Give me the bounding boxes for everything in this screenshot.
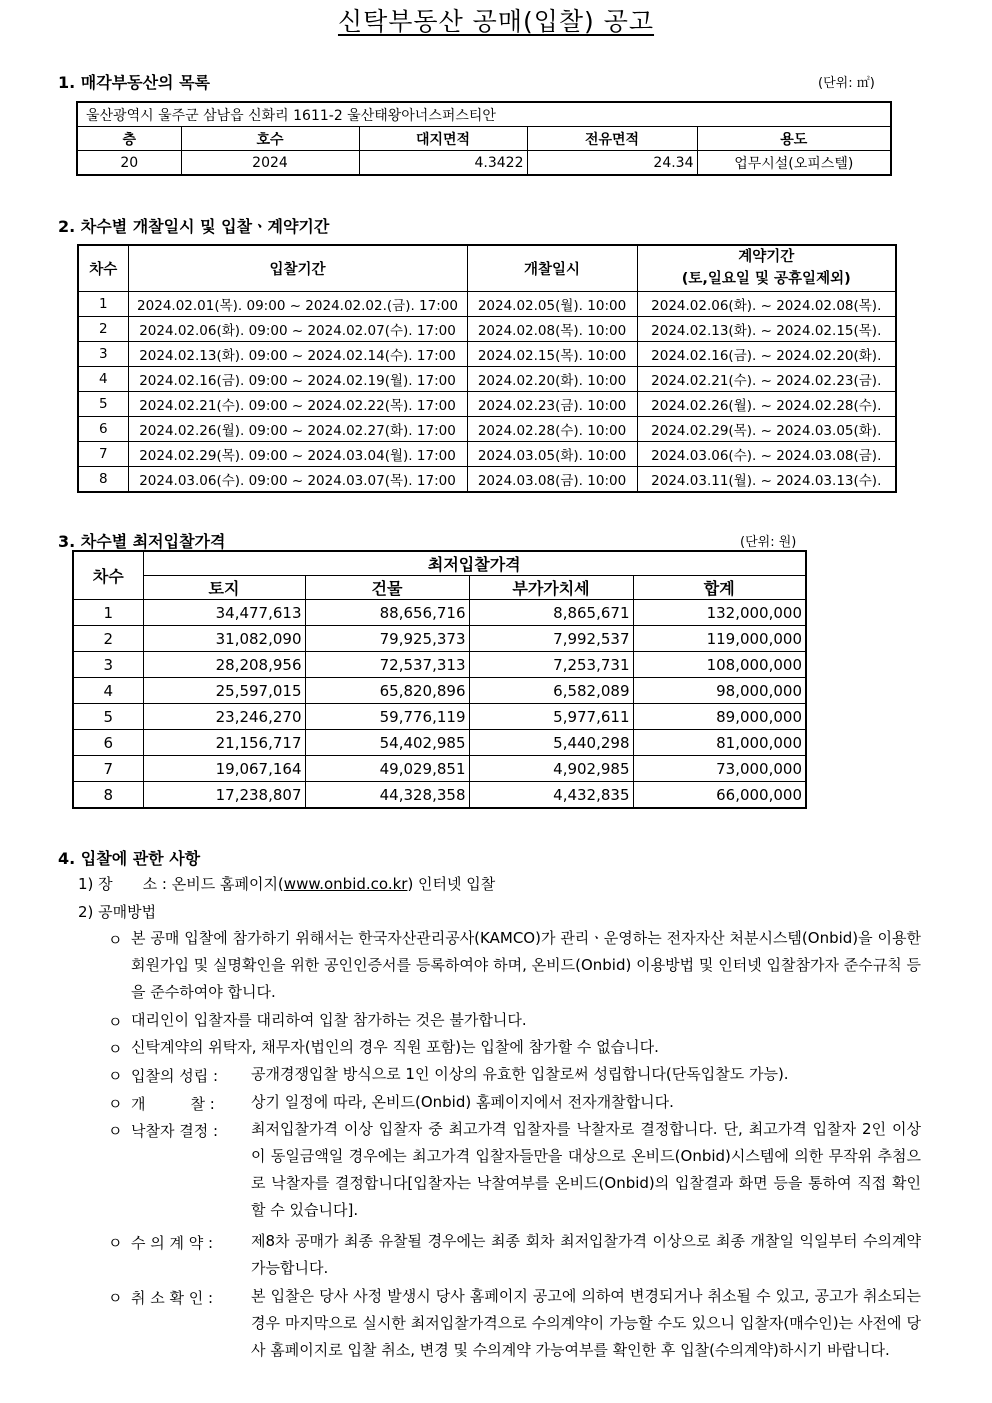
vat-cell: 8,865,671 [469, 600, 633, 626]
header-round: 차수 [73, 551, 143, 600]
onbid-link[interactable]: www.onbid.co.kr [283, 875, 408, 893]
header-min-price: 최저입찰가격 [143, 551, 806, 576]
method-para-3: 신탁계약의 위탁자, 채무자(법인의 경우 직원 포함)는 입찰에 참가할 수 없습니다. [131, 1038, 659, 1056]
building-price-cell: 88,656,716 [305, 600, 469, 626]
opening-date-cell: 2024.03.05(화). 10:00 [467, 441, 637, 466]
schedule-row [78, 316, 896, 341]
schedule-row [78, 291, 896, 316]
price-row [73, 704, 806, 730]
bullet-5: ㅇ [108, 1095, 123, 1113]
vat-cell: 5,977,611 [469, 704, 633, 730]
round-cell: 4 [78, 366, 128, 391]
bid-period-cell: 2024.02.16(금). 09:00 ~ 2024.02.19(월). 17:00 [128, 366, 467, 391]
section-2-heading: 2. 차수별 개찰일시 및 입찰ㆍ계약기간 [58, 217, 330, 236]
header-bid-period: 입찰기간 [128, 245, 467, 291]
place-tail: ) 인터넷 입찰 [407, 875, 496, 893]
header-vat: 부가가치세 [469, 576, 633, 600]
label-private-contract: 수 의 계 약 : [131, 1234, 214, 1252]
total-price-cell: 89,000,000 [633, 704, 806, 730]
schedule-header-row [78, 245, 896, 291]
round-cell: 3 [73, 652, 143, 678]
total-price-cell: 81,000,000 [633, 730, 806, 756]
bid-period-cell: 2024.02.29(목). 09:00 ~ 2024.03.04(월). 17:00 [128, 441, 467, 466]
header-contract-period-note: (토,일요일 및 공휴일제외) [681, 271, 851, 288]
round-cell: 2 [73, 626, 143, 652]
opening-date-cell: 2024.02.23(금). 10:00 [467, 391, 637, 416]
floor-value: 20 [77, 151, 181, 176]
usage-value: 업무시설(오피스텔) [697, 151, 891, 176]
contract-period-cell: 2024.03.11(월). ~ 2024.03.13(수). [637, 466, 896, 492]
bullet-8: ㅇ [108, 1289, 123, 1307]
method-para-8: 본 입찰은 당사 사정 발생시 당사 홈페이지 공고에 의하여 변경되거나 취소될 수 있고, 공고가 취소되는 경우 마지막으로 실시한 최저입찰가격으로 수의계약이 가능할 수도 있으니 입찰자(매수인)는 사전에 당사 홈페이지로 입찰 취소, 변경 및 수의계약 가능여부를 확인한 후 입찰(수의계약)하시기 바랍니다. [251, 1287, 921, 1359]
round-cell: 6 [78, 416, 128, 441]
opening-date-cell: 2024.02.28(수). 10:00 [467, 416, 637, 441]
bid-period-cell: 2024.03.06(수). 09:00 ~ 2024.03.07(목). 17:00 [128, 466, 467, 492]
total-price-cell: 119,000,000 [633, 626, 806, 652]
header-land: 토지 [143, 576, 305, 600]
land-area-value: 4.3422 [359, 151, 527, 176]
bid-period-cell: 2024.02.21(수). 09:00 ~ 2024.02.22(목). 17:00 [128, 391, 467, 416]
vat-cell: 6,582,089 [469, 678, 633, 704]
method-para-7: 제8차 공매가 최종 유찰될 경우에는 최종 회차 최저입찰가격 이상으로 최종 개찰일 익일부터 수의계약 가능합니다. [251, 1232, 921, 1277]
building-price-cell: 79,925,373 [305, 626, 469, 652]
price-row [73, 756, 806, 782]
building-price-cell: 65,820,896 [305, 678, 469, 704]
total-price-cell: 98,000,000 [633, 678, 806, 704]
round-cell: 8 [78, 466, 128, 492]
section-1-heading: 1. 매각부동산의 목록 [58, 73, 210, 92]
page-title-text: 신탁부동산 공매(입찰) 공고 [337, 7, 655, 36]
vat-cell: 5,440,298 [469, 730, 633, 756]
header-building: 건물 [305, 576, 469, 600]
section-4-heading: 4. 입찰에 관한 사항 [58, 849, 201, 868]
building-price-cell: 49,029,851 [305, 756, 469, 782]
bid-period-cell: 2024.02.26(월). 09:00 ~ 2024.02.27(화). 17:00 [128, 416, 467, 441]
round-cell: 3 [78, 341, 128, 366]
round-cell: 7 [78, 441, 128, 466]
label-cancel-check: 취 소 확 인 : [131, 1289, 214, 1307]
property-address: 울산광역시 울주군 삼남읍 신화리 1611-2 울산태왕아너스퍼스티안 [77, 102, 891, 127]
schedule-row [78, 366, 896, 391]
bid-period-cell: 2024.02.13(화). 09:00 ~ 2024.02.14(수). 17:00 [128, 341, 467, 366]
schedule-table [77, 244, 897, 493]
land-price-cell: 21,156,717 [143, 730, 305, 756]
opening-date-cell: 2024.02.15(목). 10:00 [467, 341, 637, 366]
contract-period-cell: 2024.02.29(목). ~ 2024.03.05(화). [637, 416, 896, 441]
opening-date-cell: 2024.02.05(월). 10:00 [467, 291, 637, 316]
section-3-heading: 3. 차수별 최저입찰가격 [58, 532, 226, 551]
header-usage: 용도 [697, 127, 891, 151]
property-header-row [77, 127, 891, 151]
page-title [0, 2, 992, 38]
vat-cell: 4,902,985 [469, 756, 633, 782]
land-price-cell: 31,082,090 [143, 626, 305, 652]
bullet-4: ㅇ [108, 1067, 123, 1085]
schedule-row [78, 416, 896, 441]
schedule-rows [78, 291, 896, 492]
round-cell: 5 [73, 704, 143, 730]
price-table [72, 550, 807, 809]
bullet-7: ㅇ [108, 1234, 123, 1252]
price-rows [73, 600, 806, 809]
method-para-6: 최저입찰가격 이상 입찰자 중 최고가격 입찰자를 낙찰자로 결정합니다. 단, 최고가격 입찰자 2인 이상이 동일금액일 경우에는 최고가격 입찰자들만을 대상으로 온비드(Onbid)시스템에 의한 무작위 추첨으로 낙찰자를 결정합니다[입찰자는 낙찰여부를 온비드(Onbid)의 입찰결과 화면 등을 통하여 직접 확인할 수 있습니다]. [251, 1120, 921, 1219]
round-cell: 8 [73, 782, 143, 809]
round-cell: 5 [78, 391, 128, 416]
building-price-cell: 59,776,119 [305, 704, 469, 730]
round-cell: 1 [78, 291, 128, 316]
land-price-cell: 23,246,270 [143, 704, 305, 730]
header-total: 합계 [633, 576, 806, 600]
round-cell: 4 [73, 678, 143, 704]
total-price-cell: 66,000,000 [633, 782, 806, 809]
bid-period-cell: 2024.02.01(목). 09:00 ~ 2024.02.02.(금). 17:00 [128, 291, 467, 316]
header-round: 차수 [78, 245, 128, 291]
header-land-area: 대지면적 [359, 127, 527, 151]
total-price-cell: 73,000,000 [633, 756, 806, 782]
label-establish: 입찰의 성립 : [131, 1067, 219, 1085]
method-label: 2) 공매방법 [78, 903, 157, 921]
contract-period-cell: 2024.02.21(수). ~ 2024.02.23(금). [637, 366, 896, 391]
price-row [73, 626, 806, 652]
vat-cell: 7,992,537 [469, 626, 633, 652]
price-row [73, 730, 806, 756]
vat-cell: 4,432,835 [469, 782, 633, 809]
property-row [77, 151, 891, 176]
method-para-5: 상기 일정에 따라, 온비드(Onbid) 홈페이지에서 전자개찰합니다. [251, 1093, 674, 1111]
method-para-1: 본 공매 입찰에 참가하기 위해서는 한국자산관리공사(KAMCO)가 관리ㆍ운영하는 전자자산 처분시스템(Onbid)을 이용한 회원가입 및 실명확인을 위한 공인인증서를 등록하여야 하며, 온비드(Onbid) 이용방법 및 인터넷 입찰참가자 준수규칙 등을 준수하여야 합니다. [131, 929, 921, 1001]
building-price-cell: 54,402,985 [305, 730, 469, 756]
total-price-cell: 132,000,000 [633, 600, 806, 626]
bullet-6: ㅇ [108, 1122, 123, 1140]
land-price-cell: 25,597,015 [143, 678, 305, 704]
method-para-4: 공개경쟁입찰 방식으로 1인 이상의 유효한 입찰로써 성립합니다(단독입찰도 가능). [251, 1065, 789, 1083]
opening-date-cell: 2024.03.08(금). 10:00 [467, 466, 637, 492]
unit-number-value: 2024 [181, 151, 359, 176]
bullet-1: ㅇ [108, 931, 123, 949]
price-row [73, 652, 806, 678]
total-price-cell: 108,000,000 [633, 652, 806, 678]
building-price-cell: 72,537,313 [305, 652, 469, 678]
exclusive-area-value: 24.34 [527, 151, 697, 176]
round-cell: 2 [78, 316, 128, 341]
place-line [78, 873, 495, 894]
price-row [73, 600, 806, 626]
vat-cell: 7,253,731 [469, 652, 633, 678]
method-para-2: 대리인이 입찰자를 대리하여 입찰 참가하는 것은 불가합니다. [131, 1011, 527, 1029]
contract-period-cell: 2024.02.06(화). ~ 2024.02.08(목). [637, 291, 896, 316]
round-cell: 6 [73, 730, 143, 756]
price-row [73, 678, 806, 704]
price-header-row-1 [73, 551, 806, 576]
bid-period-cell: 2024.02.06(화). 09:00 ~ 2024.02.07(수). 17:00 [128, 316, 467, 341]
price-header-row-2 [73, 576, 806, 600]
label-opening: 개 찰 : [131, 1095, 215, 1113]
header-opening-date: 개찰일시 [467, 245, 637, 291]
land-price-cell: 17,238,807 [143, 782, 305, 809]
header-contract-period-title: 계약기간 [738, 249, 795, 266]
land-price-cell: 28,208,956 [143, 652, 305, 678]
bullet-3: ㅇ [108, 1040, 123, 1058]
schedule-row [78, 341, 896, 366]
place-label: 1) 장 소 : 온비드 홈페이지( [78, 875, 284, 893]
bullet-2: ㅇ [108, 1013, 123, 1031]
header-unit-number: 호수 [181, 127, 359, 151]
opening-date-cell: 2024.02.20(화). 10:00 [467, 366, 637, 391]
building-price-cell: 44,328,358 [305, 782, 469, 809]
property-table [76, 101, 892, 176]
round-cell: 1 [73, 600, 143, 626]
header-floor: 층 [77, 127, 181, 151]
section-3-unit: (단위: 원) [740, 535, 797, 550]
price-row [73, 782, 806, 809]
contract-period-cell: 2024.03.06(수). ~ 2024.03.08(금). [637, 441, 896, 466]
land-price-cell: 34,477,613 [143, 600, 305, 626]
label-winner: 낙찰자 결정 : [131, 1122, 219, 1140]
opening-date-cell: 2024.02.08(목). 10:00 [467, 316, 637, 341]
schedule-row [78, 441, 896, 466]
section-1-unit: (단위: ㎡) [818, 76, 875, 91]
header-contract-period [637, 245, 896, 291]
schedule-row [78, 391, 896, 416]
land-price-cell: 19,067,164 [143, 756, 305, 782]
header-exclusive-area: 전유면적 [527, 127, 697, 151]
schedule-row [78, 466, 896, 492]
contract-period-cell: 2024.02.16(금). ~ 2024.02.20(화). [637, 341, 896, 366]
contract-period-cell: 2024.02.13(화). ~ 2024.02.15(목). [637, 316, 896, 341]
round-cell: 7 [73, 756, 143, 782]
contract-period-cell: 2024.02.26(월). ~ 2024.02.28(수). [637, 391, 896, 416]
